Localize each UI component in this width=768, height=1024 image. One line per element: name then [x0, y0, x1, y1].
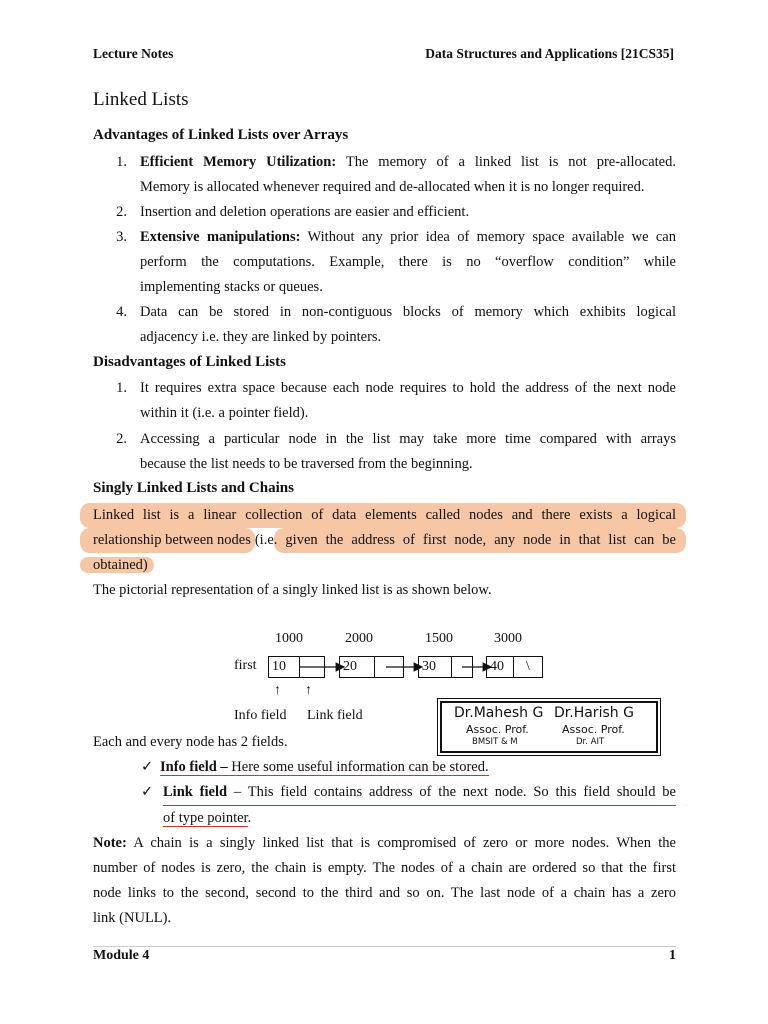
definition-line2a: relationship between nodes — [80, 528, 255, 553]
note-line1: A chain is a singly linked list that is compromised of zero or more nodes. When the — [126, 835, 676, 851]
author-1-institution: BMSIT & M — [472, 737, 518, 747]
adv-item-1-line2: Memory is allocated whenever required and de-allocated when it is no longer required. — [140, 179, 645, 195]
link-field-bold: Link field — [163, 784, 228, 800]
node-2-info: 20 — [339, 656, 375, 678]
dis-num-1: 1. — [116, 380, 127, 396]
note-line4: link (NULL). — [93, 910, 172, 926]
page-number: 1 — [669, 948, 676, 963]
info-field-up-arrow: ↑ — [274, 683, 281, 698]
adv-item-3-bold: Extensive manipulations: — [140, 229, 301, 245]
adv-item-2: Insertion and deletion operations are easier and efficient. — [140, 204, 470, 220]
advantages-heading: Advantages of Linked Lists over Arrays — [93, 127, 349, 143]
singly-heading: Singly Linked Lists and Chains — [93, 480, 294, 496]
link-field-label: Link field — [307, 708, 363, 723]
definition-line3: obtained) — [80, 557, 154, 573]
footer-divider — [93, 946, 676, 947]
link-field-check-icon: ✓ — [141, 784, 154, 800]
info-field-check-icon: ✓ — [141, 759, 154, 775]
adv-item-3-line2: perform the computations. Example, there is no “overflow condition” while — [140, 254, 676, 270]
adv-num-3: 3. — [116, 229, 127, 245]
definition-line2b: (i.e — [254, 532, 274, 548]
dis-item-2-line2: because the list needs to be traversed from the beginning. — [140, 456, 473, 472]
info-field-text: Here some useful information can be stored. — [227, 759, 489, 775]
adv-num-1: 1. — [116, 154, 127, 170]
pictorial-text: The pictorial representation of a singly linked list is as shown below. — [93, 582, 492, 598]
node-3-info: 30 — [418, 656, 452, 678]
node-4-link: \ — [513, 656, 543, 678]
author-badge — [440, 701, 658, 753]
header-right: Data Structures and Applications [21CS35] — [425, 46, 674, 61]
definition-line2c: . given the address of first node, any node in that list can be — [274, 528, 686, 553]
link-field-up-arrow: ↑ — [305, 683, 312, 698]
dis-item-1-line2: within it (i.e. a pointer field). — [140, 405, 309, 421]
adv-item-3-line1: Without any prior idea of memory space available we can — [300, 229, 676, 245]
page-title: Linked Lists — [93, 89, 189, 110]
address-4: 3000 — [494, 631, 522, 646]
first-label: first — [234, 658, 257, 673]
adv-item-3-line3: implementing stacks or queues. — [140, 279, 323, 295]
node-1-info: 10 — [268, 656, 300, 678]
adv-num-2: 2. — [116, 204, 127, 220]
link-field-text: – This field contains address of the next node. So this field should be — [227, 784, 676, 800]
adv-item-1-line1: The memory of a linked list is not pre-allocated. — [336, 154, 676, 170]
note-paragraph — [93, 831, 676, 931]
info-field-label: Info field — [234, 708, 287, 723]
note-line3: node links to the second, second to the third and so on. The last node of a chain has a zero — [93, 885, 676, 901]
dis-num-2: 2. — [116, 431, 127, 447]
node-4-info: 40 — [486, 656, 514, 678]
dis-item-1-line1: It requires extra space because each node requires to hold the address of the next node — [140, 380, 676, 396]
info-field-bold: Info field – — [160, 759, 228, 775]
footer-left: Module 4 — [93, 948, 150, 963]
fields-intro: Each and every node has 2 fields. — [93, 734, 288, 750]
author-2-role: Assoc. Prof. — [562, 723, 625, 736]
link-field-text2: of type pointer — [163, 810, 248, 826]
link-field-desc — [163, 780, 676, 831]
address-1: 1000 — [275, 631, 303, 646]
author-2-name: Dr.Harish G — [554, 705, 634, 721]
link-field-text2-end: . — [247, 810, 252, 826]
adv-item-1-bold: Efficient Memory Utilization: — [140, 154, 337, 170]
author-2-institution: Dr. AIT — [576, 737, 605, 747]
adv-item-4-line1: Data can be stored in non-contiguous blocks of memory which exhibits logical — [140, 304, 676, 320]
address-3: 1500 — [425, 631, 453, 646]
info-field-desc — [160, 755, 489, 780]
adv-item-4-line2: adjacency i.e. they are linked by pointers. — [140, 329, 382, 345]
address-2: 2000 — [345, 631, 373, 646]
header-left: Lecture Notes — [93, 46, 174, 61]
disadvantages-heading: Disadvantages of Linked Lists — [93, 354, 286, 370]
definition-line1: Linked list is a linear collection of data elements called nodes and there exists a logical — [80, 503, 686, 528]
note-bold: Note: — [93, 835, 127, 851]
author-1-role: Assoc. Prof. — [466, 723, 529, 736]
adv-num-4: 4. — [116, 304, 127, 320]
note-line2: number of nodes is zero, the chain is empty. The nodes of a chain are ordered so that the first — [93, 860, 676, 876]
dis-item-2-line1: Accessing a particular node in the list may take more time compared with arrays — [140, 431, 676, 447]
author-1-name: Dr.Mahesh G — [454, 705, 544, 721]
